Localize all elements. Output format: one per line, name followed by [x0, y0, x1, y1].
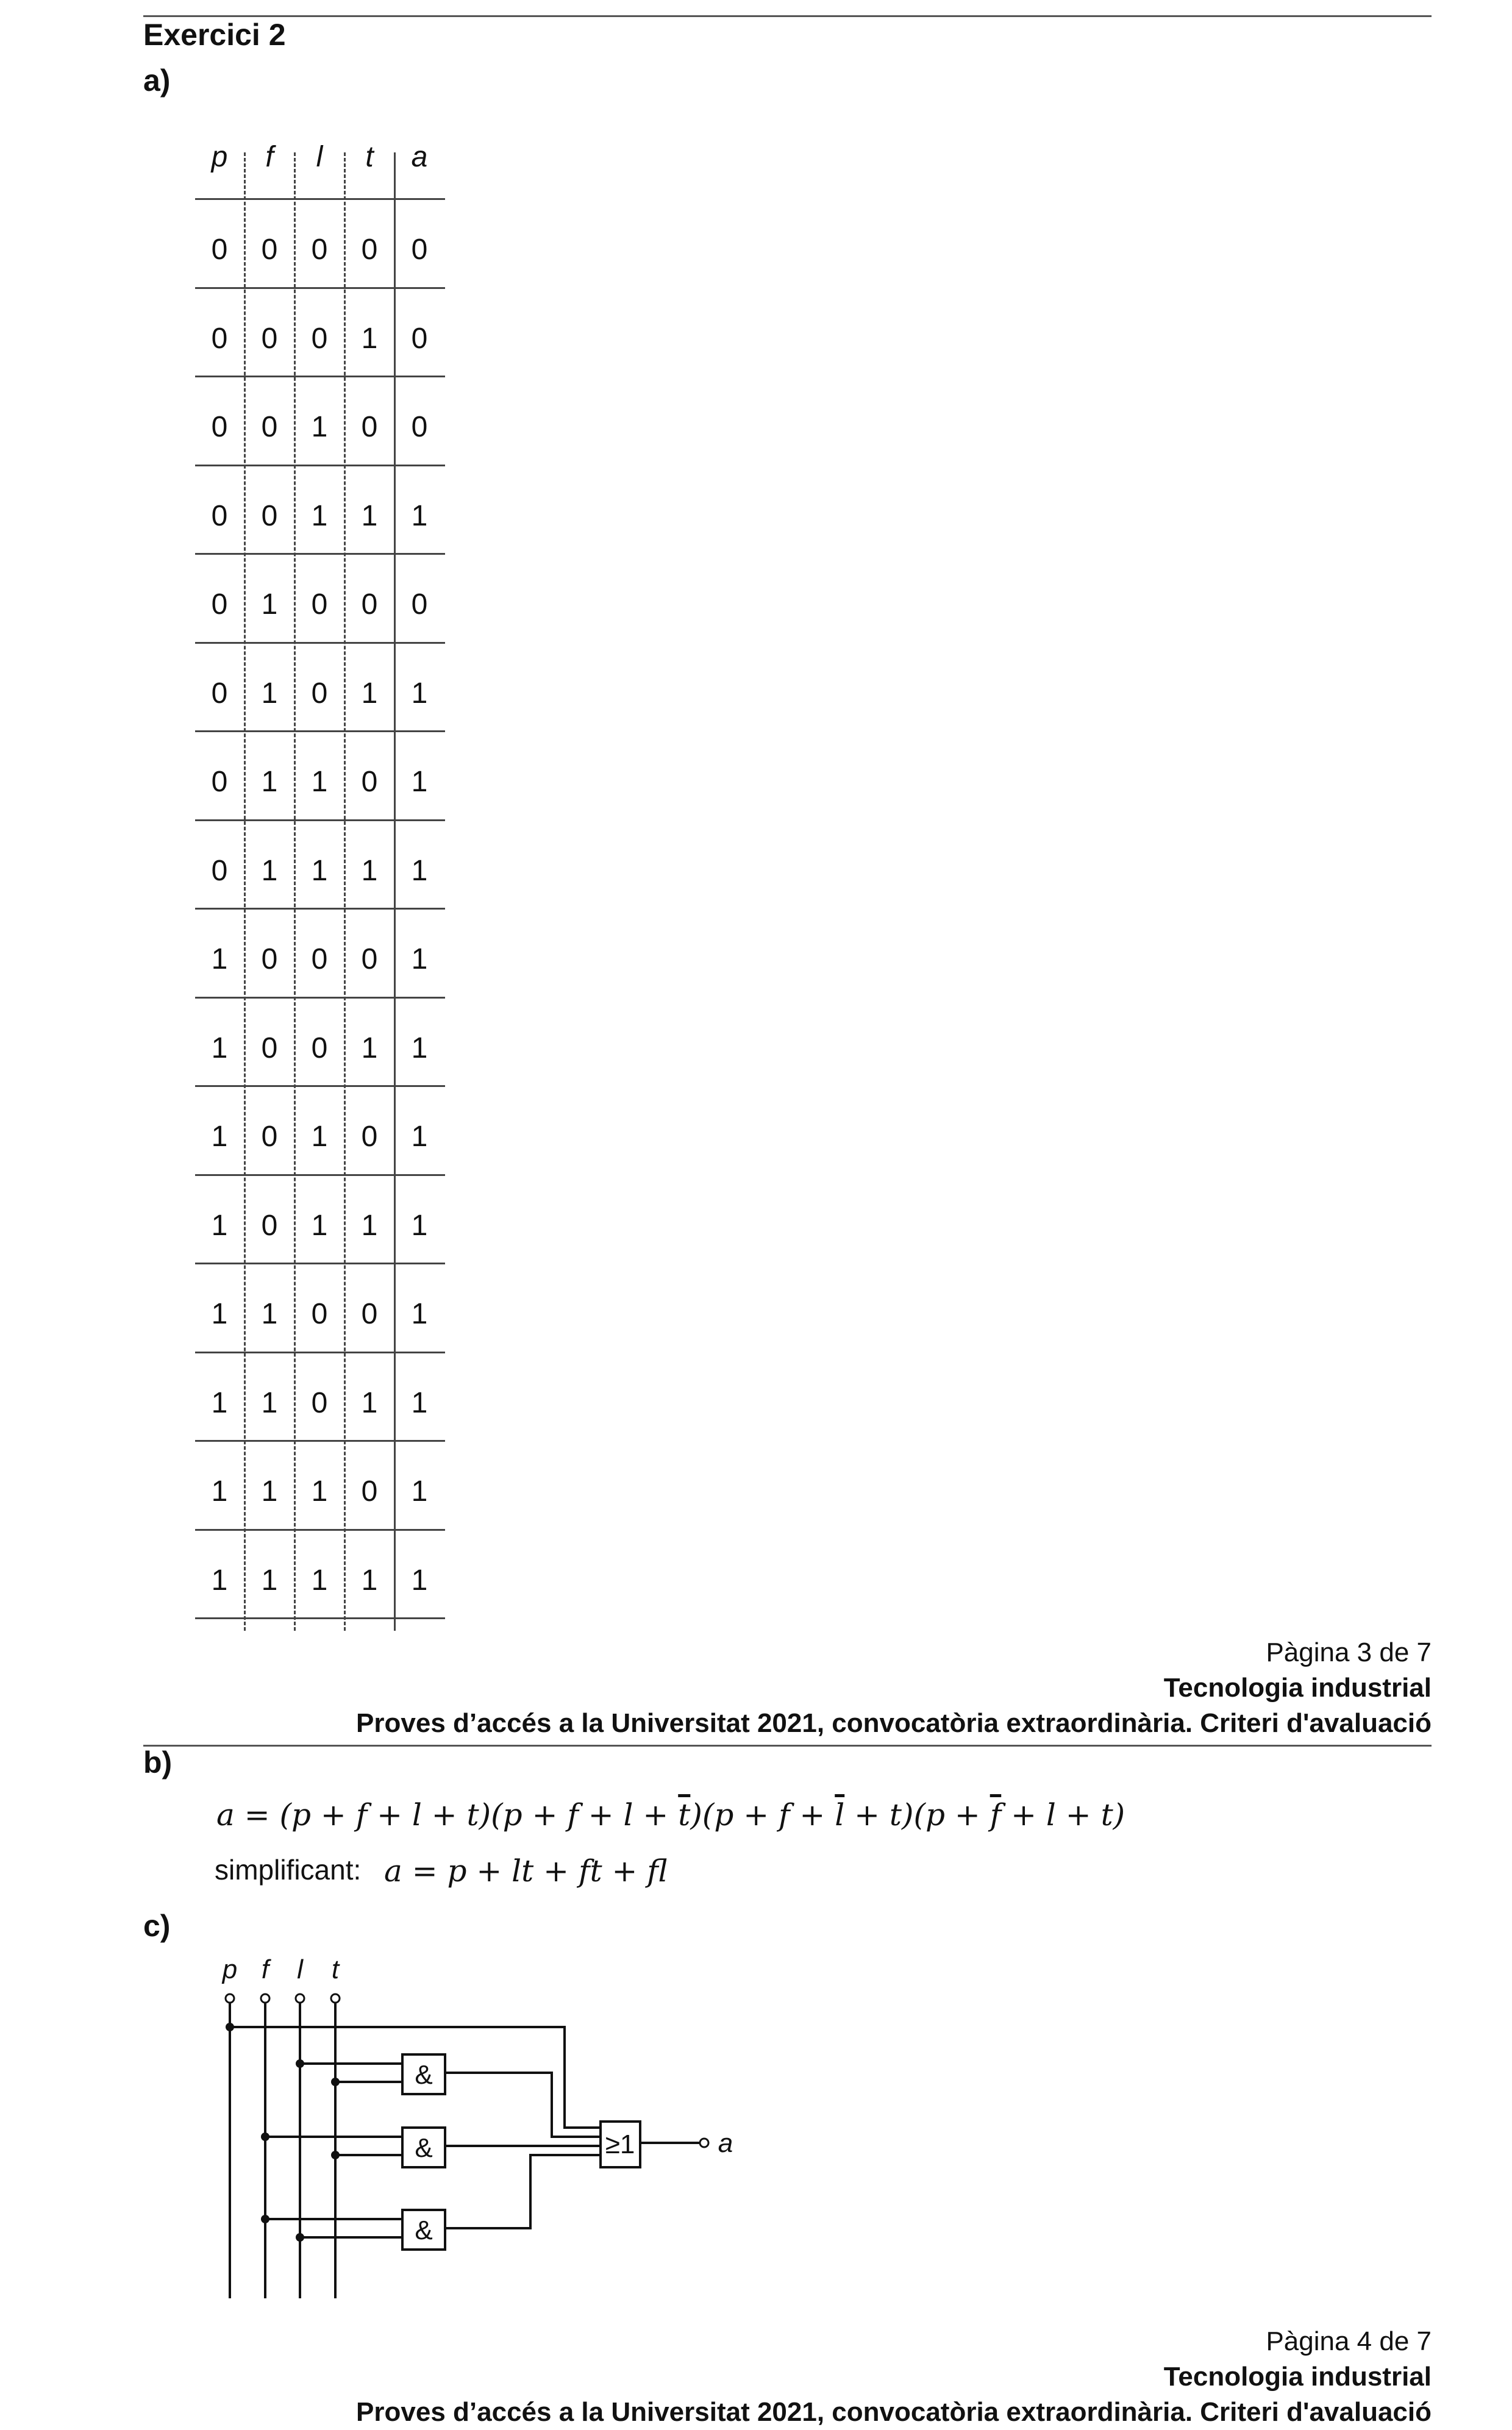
page-footer-4	[356, 2324, 1432, 2430]
table-cell: 0	[261, 499, 278, 532]
table-cell: 1	[411, 1121, 428, 1153]
table-cell: 1	[211, 1386, 228, 1419]
table-cell: 1	[411, 677, 428, 710]
table-cell: 1	[311, 854, 328, 887]
page-number: Pàgina 4 de 7	[1266, 2326, 1432, 2356]
table-cell: 1	[361, 677, 378, 710]
table-cell: 1	[411, 1386, 428, 1419]
maxterm-1: (p + f + l + t)	[279, 1797, 491, 1833]
junction-dot	[296, 2059, 304, 2068]
input-label-p: p	[222, 1954, 238, 1984]
table-cell: 0	[261, 1209, 278, 1242]
exam-name: Proves d’accés a la Universitat 2021, convocatòria extraordinària. Criteri d'avaluació	[356, 2397, 1432, 2427]
header-a: a	[411, 141, 428, 173]
table-cell: 0	[311, 1386, 328, 1419]
table-cell: 0	[261, 943, 278, 975]
maxterm-3: $(p + f + \overline{l} + t)$	[702, 1797, 914, 1833]
eq-prefix: a =	[216, 1797, 280, 1833]
part-c-label: c)	[143, 1909, 171, 1943]
table-cell: 0	[211, 411, 228, 443]
table-cell: 1	[361, 1209, 378, 1242]
table-cell: 0	[361, 233, 378, 266]
table-cell: 1	[361, 322, 378, 355]
table-cell: 0	[261, 411, 278, 443]
exam-name: Proves d’accés a la Universitat 2021, convocatòria extraordinària. Criteri d'avaluació	[356, 1708, 1432, 1738]
table-cell: 0	[361, 1121, 378, 1153]
table-cell: 0	[411, 411, 428, 443]
table-cell: 0	[361, 943, 378, 975]
table-cell: 1	[361, 1386, 378, 1419]
table-cell: 0	[361, 588, 378, 621]
table-cell: 0	[361, 1298, 378, 1330]
table-cell: 0	[311, 677, 328, 710]
table-cell: 1	[361, 854, 378, 887]
maxterm-4: $(p + \overline{f} + l + t)$	[913, 1797, 1125, 1833]
junction-dot	[226, 2023, 234, 2031]
and-gate-2-label: &	[415, 2133, 433, 2163]
or-gate-label: ≥1	[605, 2129, 635, 2159]
junction-dot	[296, 2233, 304, 2242]
input-label-f: f	[261, 1954, 269, 1984]
table-cell: 1	[261, 1298, 278, 1330]
table-cell: 1	[311, 1475, 328, 1508]
and-gate-1-label: &	[415, 2060, 433, 2090]
simplified-expression: a = p + lt + ft + fl	[384, 1853, 668, 1889]
table-cell: 1	[411, 766, 428, 798]
page-number: Pàgina 3 de 7	[1266, 1637, 1432, 1667]
table-cell: 0	[311, 233, 328, 266]
table-cell: 1	[211, 1121, 228, 1153]
table-cell: 0	[361, 766, 378, 798]
output-label-a: a	[718, 2128, 733, 2158]
header-l: l	[316, 141, 323, 173]
simplify-label: simplificant:	[215, 1854, 362, 1886]
table-cell: 0	[211, 499, 228, 532]
table-cell: 0	[211, 588, 228, 621]
header-p: p	[211, 141, 228, 173]
terminal-t	[331, 1994, 340, 2003]
terminal-f	[261, 1994, 269, 2003]
table-cell: 0	[361, 411, 378, 443]
table-cell: 0	[261, 1032, 278, 1064]
table-cell: 0	[311, 943, 328, 975]
table-cell: 0	[411, 233, 428, 266]
table-cell: 0	[211, 322, 228, 355]
table-cell: 1	[211, 943, 228, 975]
table-cell: 1	[361, 499, 378, 532]
table-cell: 0	[311, 1032, 328, 1064]
table-cell: 1	[261, 677, 278, 710]
table-cell: 1	[261, 588, 278, 621]
table-cell: 0	[311, 1298, 328, 1330]
and-gate-3-label: &	[415, 2215, 433, 2245]
table-cell: 0	[261, 322, 278, 355]
table-cell: 1	[211, 1209, 228, 1242]
wire-and3-or	[445, 2155, 601, 2228]
table-cell: 0	[311, 588, 328, 621]
part-b-label: b)	[143, 1745, 173, 1780]
terminal-l	[296, 1994, 304, 2003]
table-cell: 1	[261, 1564, 278, 1597]
maxterm-2: $(p + f + l + \overline{t})$	[491, 1797, 702, 1833]
table-cell: 1	[361, 1032, 378, 1064]
table-cell: 1	[411, 1209, 428, 1242]
junction-dot	[331, 2151, 340, 2159]
header-t: t	[365, 141, 374, 173]
table-cell: 1	[261, 766, 278, 798]
subject-name: Tecnologia industrial	[1163, 1673, 1432, 1703]
table-cell: 1	[411, 1298, 428, 1330]
exercise-title: Exercici 2	[143, 18, 286, 52]
table-cell: 0	[261, 1121, 278, 1153]
table-cell: 1	[361, 1564, 378, 1597]
terminal-p	[226, 1994, 234, 2003]
input-label-l: l	[297, 1954, 303, 1984]
table-cell: 1	[261, 1475, 278, 1508]
table-cell: 1	[261, 1386, 278, 1419]
table-cell: 1	[311, 1564, 328, 1597]
table-cell: 1	[311, 766, 328, 798]
header-f: f	[265, 141, 274, 173]
table-cell: 1	[311, 499, 328, 532]
table-cell: 1	[411, 1475, 428, 1508]
terminal-a	[700, 2139, 708, 2147]
table-cell: 1	[311, 1121, 328, 1153]
table-cell: 0	[261, 233, 278, 266]
table-cell: 1	[211, 1298, 228, 1330]
table-cell: 0	[211, 766, 228, 798]
part-a-label: a)	[143, 63, 171, 98]
junction-dot	[331, 2078, 340, 2086]
table-cell: 1	[411, 1032, 428, 1064]
table-cell: 0	[361, 1475, 378, 1508]
subject-name: Tecnologia industrial	[1163, 2362, 1432, 2392]
table-cell: 1	[411, 943, 428, 975]
table-cell: 0	[211, 854, 228, 887]
table-cell: 1	[311, 1209, 328, 1242]
table-cell: 1	[411, 1564, 428, 1597]
table-cell: 0	[411, 322, 428, 355]
table-cell: 1	[211, 1475, 228, 1508]
table-cell: 0	[411, 588, 428, 621]
junction-dot	[261, 2215, 269, 2223]
table-cell: 0	[211, 677, 228, 710]
table-cell: 1	[211, 1032, 228, 1064]
table-cell: 0	[311, 322, 328, 355]
table-cell: 1	[211, 1564, 228, 1597]
input-label-t: t	[331, 1954, 340, 1984]
table-cell: 0	[211, 233, 228, 266]
junction-dot	[261, 2132, 269, 2141]
table-cell: 1	[261, 854, 278, 887]
table-cell: 1	[311, 411, 328, 443]
table-cell: 1	[411, 854, 428, 887]
table-cell: 1	[411, 499, 428, 532]
